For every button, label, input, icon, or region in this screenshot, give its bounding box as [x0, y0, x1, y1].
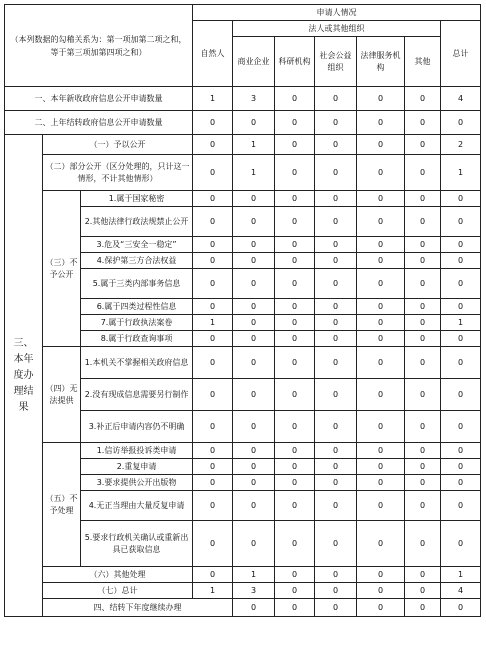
cell-natural: 0 [193, 331, 233, 347]
cell-commercial: 0 [233, 111, 275, 135]
cell-legal-service: 0 [357, 331, 405, 347]
cell-legal-service: 0 [357, 155, 405, 191]
cell-total: 0 [441, 411, 481, 443]
row-label: （七）总计 [43, 583, 193, 599]
cell-social: 0 [315, 237, 357, 253]
cell-social: 0 [315, 347, 357, 379]
header-social: 社会公益组织 [315, 37, 357, 87]
cell-other: 0 [405, 331, 441, 347]
row-label: 四、结转下年度继续办理 [43, 599, 233, 617]
cell-social: 0 [315, 207, 357, 237]
cell-social: 0 [357, 599, 405, 617]
cell-natural: 0 [193, 443, 233, 459]
cell-research: 0 [275, 207, 315, 237]
cell-total: 0 [441, 443, 481, 459]
cell-other: 0 [405, 379, 441, 411]
row-label: 3.补正后申请内容仍不明确 [81, 411, 193, 443]
cell-legal-service: 0 [357, 269, 405, 299]
cell-total: 1 [441, 567, 481, 583]
cell-commercial: 1 [233, 135, 275, 155]
cell-commercial: 0 [233, 491, 275, 521]
cell-natural: 0 [193, 191, 233, 207]
row-label: 一、本年新收政府信息公开申请数量 [5, 87, 193, 111]
cell-other: 0 [405, 191, 441, 207]
cell-total: 0 [441, 237, 481, 253]
cell-legal-service: 0 [357, 567, 405, 583]
cell-other: 0 [441, 599, 481, 617]
row-label: 3.危及“三安全一稳定” [81, 237, 193, 253]
cell-total: 0 [441, 269, 481, 299]
cell-natural: 0 [193, 135, 233, 155]
cell-legal-service: 0 [357, 347, 405, 379]
header-applicant-situation: 申请人情况 [193, 5, 481, 21]
header-other: 其他 [405, 37, 441, 87]
cell-research: 0 [275, 191, 315, 207]
cell-other: 0 [405, 459, 441, 475]
cell-natural: 0 [193, 567, 233, 583]
cell-research: 0 [275, 315, 315, 331]
cell-research: 0 [275, 583, 315, 599]
cell-research: 0 [275, 111, 315, 135]
cell-research: 0 [275, 237, 315, 253]
cell-legal-service: 0 [357, 237, 405, 253]
cell-other: 0 [405, 491, 441, 521]
cell-social: 0 [315, 475, 357, 491]
row-label: 1.本机关不掌握相关政府信息 [81, 347, 193, 379]
cell-total: 0 [441, 347, 481, 379]
cell-research: 0 [275, 347, 315, 379]
cell-commercial: 0 [233, 443, 275, 459]
cell-other: 0 [405, 583, 441, 599]
cell-legal-service: 0 [357, 87, 405, 111]
cell-legal-service: 0 [405, 599, 441, 617]
cell-total: 1 [441, 315, 481, 331]
cell-natural: 0 [193, 459, 233, 475]
cell-natural: 0 [193, 237, 233, 253]
cell-other: 0 [405, 347, 441, 379]
row-label: 2.重复申请 [81, 459, 193, 475]
row-label: 6.属于四类过程性信息 [81, 299, 193, 315]
cell-commercial: 0 [233, 347, 275, 379]
cell-social: 0 [315, 443, 357, 459]
cell-legal-service: 0 [357, 491, 405, 521]
cell-other: 0 [405, 237, 441, 253]
cell-social: 0 [315, 411, 357, 443]
row-label: 5.属于三类内部事务信息 [81, 269, 193, 299]
cell-commercial: 1 [233, 567, 275, 583]
cell-research: 0 [275, 299, 315, 315]
cell-legal-service: 0 [357, 475, 405, 491]
cell-other: 0 [405, 111, 441, 135]
table-row [5, 87, 481, 111]
cell-total: 0 [441, 491, 481, 521]
cell-legal-service: 0 [357, 299, 405, 315]
cell-legal-service: 0 [357, 207, 405, 237]
header-commercial: 商业企业 [233, 37, 275, 87]
group5-label: （五）不予处理 [43, 443, 81, 567]
cell-commercial: 3 [233, 87, 275, 111]
cell-commercial: 0 [233, 253, 275, 269]
row-label: 2.其他法律行政法规禁止公开 [81, 207, 193, 237]
cell-research: 0 [275, 155, 315, 191]
cell-other: 0 [405, 411, 441, 443]
row-label: 4.保护第三方合法权益 [81, 253, 193, 269]
cell-natural: 0 [193, 379, 233, 411]
cell-natural: 0 [193, 155, 233, 191]
cell-other: 0 [405, 315, 441, 331]
group4-label: （四）无法提供 [43, 347, 81, 443]
cell-legal-service: 0 [357, 191, 405, 207]
cell-total: 0 [441, 459, 481, 475]
cell-commercial: 0 [233, 521, 275, 567]
table-row [5, 111, 481, 135]
row-label: 1.属于国家秘密 [81, 191, 193, 207]
cell-legal-service: 0 [357, 135, 405, 155]
info-disclosure-table [4, 4, 481, 617]
cell-natural: 0 [233, 599, 275, 617]
cell-research: 0 [275, 331, 315, 347]
cell-other: 0 [405, 207, 441, 237]
cell-other: 0 [405, 253, 441, 269]
table-row [5, 191, 481, 207]
row-label: 8.属于行政查询事项 [81, 331, 193, 347]
cell-legal-service: 0 [357, 379, 405, 411]
cell-natural: 0 [193, 347, 233, 379]
row-label: 2.没有现成信息需要另行制作 [81, 379, 193, 411]
cell-social: 0 [315, 111, 357, 135]
cell-social: 0 [315, 583, 357, 599]
cell-natural: 1 [193, 315, 233, 331]
table-row [5, 599, 481, 617]
cell-research: 0 [275, 491, 315, 521]
cell-total: 0 [441, 253, 481, 269]
cell-total: 0 [441, 331, 481, 347]
cell-total: 0 [441, 379, 481, 411]
cell-research: 0 [275, 379, 315, 411]
row-label: （一）予以公开 [43, 135, 193, 155]
header-research: 科研机构 [275, 37, 315, 87]
cell-commercial: 0 [233, 379, 275, 411]
cell-research: 0 [275, 459, 315, 475]
cell-social: 0 [315, 491, 357, 521]
cell-total: 0 [441, 207, 481, 237]
cell-other: 0 [405, 521, 441, 567]
cell-total: 0 [441, 299, 481, 315]
cell-natural: 0 [193, 207, 233, 237]
cell-commercial: 0 [233, 475, 275, 491]
cell-social: 0 [315, 567, 357, 583]
cell-other: 0 [405, 155, 441, 191]
cell-commercial: 0 [233, 315, 275, 331]
cell-natural: 0 [193, 411, 233, 443]
cell-research: 0 [315, 599, 357, 617]
cell-commercial: 0 [233, 269, 275, 299]
cell-research: 0 [275, 475, 315, 491]
cell-social: 0 [315, 269, 357, 299]
cell-natural: 0 [193, 269, 233, 299]
cell-social: 0 [315, 299, 357, 315]
cell-natural: 0 [193, 521, 233, 567]
cell-research: 0 [275, 253, 315, 269]
row-label: 1.信访举报投诉类申请 [81, 443, 193, 459]
cell-social: 0 [315, 87, 357, 111]
cell-natural: 1 [193, 87, 233, 111]
cell-legal-service: 0 [357, 583, 405, 599]
cell-total: 4 [441, 583, 481, 599]
cell-social: 0 [315, 379, 357, 411]
cell-legal-service: 0 [357, 411, 405, 443]
row-label: （二）部分公开（区分处理的，只计这一情形，不计其他情形） [43, 155, 193, 191]
cell-natural: 0 [193, 299, 233, 315]
cell-commercial: 1 [233, 155, 275, 191]
cell-commercial: 0 [233, 237, 275, 253]
cell-natural: 0 [193, 253, 233, 269]
cell-total: 0 [441, 475, 481, 491]
cell-natural: 0 [193, 475, 233, 491]
cell-commercial: 0 [233, 299, 275, 315]
cell-commercial: 3 [233, 583, 275, 599]
cell-other: 0 [405, 269, 441, 299]
cell-social: 0 [315, 521, 357, 567]
cell-legal-service: 0 [357, 521, 405, 567]
row-label: 二、上年结转政府信息公开申请数量 [5, 111, 193, 135]
cell-other: 0 [405, 299, 441, 315]
cell-total: 2 [441, 135, 481, 155]
row-label: 4.无正当理由大量反复申请 [81, 491, 193, 521]
cell-commercial: 0 [233, 411, 275, 443]
cell-social: 0 [315, 155, 357, 191]
row-label: 7.属于行政执法案卷 [81, 315, 193, 331]
cell-legal-service: 0 [357, 315, 405, 331]
cell-total: 1 [441, 155, 481, 191]
cell-total: 0 [441, 111, 481, 135]
cell-social: 0 [315, 191, 357, 207]
cell-natural: 0 [193, 111, 233, 135]
cell-total: 0 [441, 191, 481, 207]
table-row [5, 155, 481, 191]
cell-commercial: 0 [233, 191, 275, 207]
table-row [5, 443, 481, 459]
cell-legal-service: 0 [357, 459, 405, 475]
cell-social: 0 [315, 315, 357, 331]
cell-research: 0 [275, 567, 315, 583]
header-note: （本列数据的勾稽关系为：第一项加第二项之和，等于第三项加第四项之和） [5, 5, 193, 87]
cell-commercial: 0 [233, 207, 275, 237]
cell-research: 0 [275, 135, 315, 155]
header-total: 总计 [441, 21, 481, 87]
cell-research: 0 [275, 269, 315, 299]
cell-research: 0 [275, 443, 315, 459]
cell-total: 0 [441, 521, 481, 567]
cell-legal-service: 0 [357, 253, 405, 269]
cell-social: 0 [315, 459, 357, 475]
header-legal-group: 法人或其他组织 [233, 21, 441, 37]
cell-other: 0 [405, 567, 441, 583]
cell-research: 0 [275, 521, 315, 567]
cell-research: 0 [275, 87, 315, 111]
cell-research: 0 [275, 411, 315, 443]
header-natural-person: 自然人 [193, 21, 233, 87]
table-row [5, 567, 481, 583]
group3-label: （三）不予公开 [43, 191, 81, 347]
row-label: 5.要求行政机关确认或重新出具已获取信息 [81, 521, 193, 567]
cell-social: 0 [315, 253, 357, 269]
row-label: （六）其他处理 [43, 567, 193, 583]
cell-social: 0 [315, 331, 357, 347]
table-row [5, 347, 481, 379]
cell-commercial: 0 [233, 459, 275, 475]
cell-other: 0 [405, 135, 441, 155]
cell-other: 0 [405, 443, 441, 459]
table-row [5, 583, 481, 599]
header-legal-service: 法律服务机构 [357, 37, 405, 87]
table-row [5, 135, 481, 155]
cell-social: 0 [315, 135, 357, 155]
cell-other: 0 [405, 87, 441, 111]
cell-legal-service: 0 [357, 443, 405, 459]
section3-label: 三、本年度办理结果 [5, 135, 43, 617]
cell-other: 0 [405, 475, 441, 491]
cell-natural: 1 [193, 583, 233, 599]
cell-commercial: 0 [275, 599, 315, 617]
cell-legal-service: 0 [357, 111, 405, 135]
cell-natural: 0 [193, 491, 233, 521]
row-label: 3.要求提供公开出版物 [81, 475, 193, 491]
cell-total: 4 [441, 87, 481, 111]
cell-commercial: 0 [233, 331, 275, 347]
